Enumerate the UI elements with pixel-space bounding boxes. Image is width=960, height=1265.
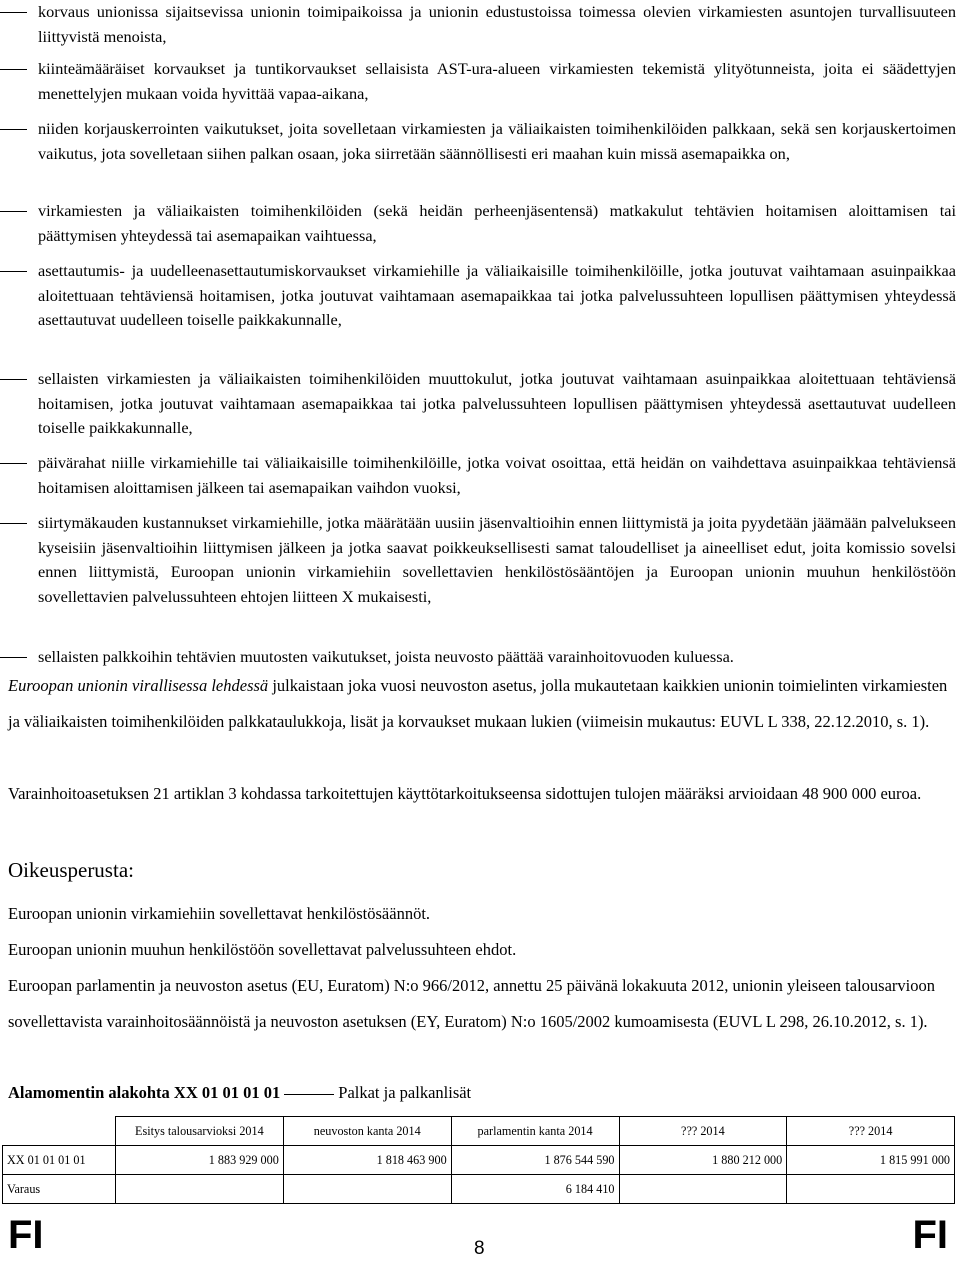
table-row — [3, 1175, 955, 1204]
table-cell — [787, 1175, 955, 1204]
bullet-text: virkamiesten ja väliaikaisten toimihenkilöiden (sekä heidän perheenjäsentensä) matkakulut tehtävien hoitamisen aloittamisen tai päättymisen yhteydessä tai asemapaikan vaihtuessa, — [38, 201, 956, 245]
bullet-text: sellaisten palkkoihin tehtävien muutosten vaikutukset, joista neuvosto päättää varainhoitovuoden kuluessa. — [38, 647, 734, 666]
table-cell: 1 818 463 900 — [283, 1146, 451, 1175]
table-cell: 1 876 544 590 — [451, 1146, 619, 1175]
footer-language-code-right: FI — [912, 1213, 948, 1257]
bullet-text: päivärahat niille virkamiehille tai väliaikaisille toimihenkilöille, jotka voivat osoittaa, että heidän on vaihdettava asuinpaikkaa tehtäviensä hoitamisen aloittamisen jälkeen tai asemapaikan vaihdon vuoksi, — [38, 453, 956, 497]
dash-bullet — [0, 271, 27, 272]
table-corner-cell — [3, 1117, 116, 1146]
table-cell: 1 815 991 000 — [787, 1146, 955, 1175]
legal-basis-item: Euroopan parlamentin ja neuvoston asetus (EU, Euratom) N:o 966/2012, annettu 25 päivänä lokakuuta 2012, unionin yleiseen talousarvioon sovellettavista varainhoitosäännöistä ja neuvoston asetuksen (EY, Euratom) N:o 1605/2002 kumoamisesta (EUVL L 298, 26.10.2012, s. 1). — [8, 976, 935, 1031]
table-header-cell: ??? 2014 — [787, 1117, 955, 1146]
bullet-item — [0, 57, 956, 106]
bullet-item — [0, 451, 956, 500]
revenue-paragraph: Varainhoitoasetuksen 21 artiklan 3 kohdassa tarkoitettujen käyttötarkoitukseensa sidottujen tulojen määräksi arvioidaan 48 900 000 euroa. — [8, 784, 922, 803]
page-number: 8 — [474, 1238, 485, 1259]
legal-basis-item: Euroopan unionin virkamiehiin sovellettavat henkilöstösäännöt. — [8, 904, 431, 923]
bullet-item — [0, 645, 956, 670]
bullet-text: korvaus unionissa sijaitsevissa unionin toimipaikoissa ja unionin edustustoissa toimessa olevien virkamiesten asuntojen turvallisuuteen liittyvistä menoista, — [38, 2, 956, 46]
dash-bullet — [0, 657, 27, 658]
budget-item-code: Alamomentin alakohta XX 01 01 01 01 — [8, 1083, 281, 1102]
dash-bullet — [0, 523, 27, 524]
table-header-cell: ??? 2014 — [619, 1117, 787, 1146]
table-cell — [115, 1175, 283, 1204]
dash-bullet — [0, 463, 27, 464]
bullet-item — [0, 117, 956, 166]
table-header-cell: parlamentin kanta 2014 — [451, 1117, 619, 1146]
dash-bullet — [0, 69, 27, 70]
heading-dash — [284, 1094, 334, 1095]
legal-basis-item: Euroopan unionin muuhun henkilöstöön sovellettavat palvelussuhteen ehdot. — [8, 940, 517, 959]
table-header-row — [3, 1117, 955, 1146]
bullet-item — [0, 367, 956, 441]
table-cell: 6 184 410 — [451, 1175, 619, 1204]
bullet-item — [0, 0, 956, 49]
table-cell: 1 883 929 000 — [115, 1146, 283, 1175]
journal-paragraph-text: julkaistaan joka vuosi neuvoston asetus, jolla mukautetaan kaikkien unionin toimielinten virkamiesten ja väliaikaisten toimihenkilöiden palkkataulukkoja, lisät ja korvaukset mukaan lukien (viimeisin mukautus: EUVL L 338, 22.12.2010, s. 1). — [8, 676, 948, 731]
table-cell: 1 880 212 000 — [619, 1146, 787, 1175]
bullet-text: asettautumis- ja uudelleenasettautumiskorvaukset virkamiehille ja väliaikaisille toimihenkilöille, jotka joutuvat vaihtamaan asuinpaikkaa aloitettuaan tehtäviensä hoitamisen, jotka joutuvat vaihtamaan asemapaikkaa tai jotka palvelussuhteen lopullisen päättymisen yhteydessä asettautuvat uudelleen toiselle paikkakunnalle, — [38, 261, 956, 330]
journal-paragraph — [8, 668, 954, 740]
bullet-item — [0, 259, 956, 333]
dash-bullet — [0, 211, 27, 212]
table-header-cell: neuvoston kanta 2014 — [283, 1117, 451, 1146]
bullet-text: sellaisten virkamiesten ja väliaikaisten toimihenkilöiden muuttokulut, jotka joutuvat vaihtamaan asuinpaikkaa aloitettuaan tehtäviensä hoitamisen, jotka joutuvat vaihtamaan asemapaikkaa tai jotka palvelussuhteen lopullisen päättymisen yhteydessä asettautuvat uudelleen toiselle paikkakunnalle, — [38, 369, 956, 438]
bullet-item — [0, 199, 956, 248]
budget-item-title: Palkat ja palkanlisät — [338, 1083, 472, 1102]
table-cell — [283, 1175, 451, 1204]
bullet-item — [0, 511, 956, 609]
budget-table — [2, 1116, 955, 1204]
bullet-text: kiinteämääräiset korvaukset ja tuntikorvaukset sellaisista AST-ura-alueen virkamiesten tekemistä ylityötunneista, joita ei säädettyjen menettelyjen mukaan voida hyvittää vapaa-aikana, — [38, 59, 956, 103]
table-row — [3, 1146, 955, 1175]
table-row-label: Varaus — [3, 1175, 116, 1204]
budget-item-heading — [8, 1080, 471, 1106]
table-row-label: XX 01 01 01 01 — [3, 1146, 116, 1175]
table-header-cell: Esitys talousarvioksi 2014 — [115, 1117, 283, 1146]
journal-title: Euroopan unionin virallisessa lehdessä — [8, 676, 269, 695]
bullet-text: siirtymäkauden kustannukset virkamiehille, jotka määrätään uusiin jäsenvaltioihin ennen liittymistä ja joita pyydetään jäämään palvelukseen kyseisiin jäsenvaltioihin liittymisen jälkeen ja jotka saavat poikkeuksellisesti samat taloudelliset ja aineelliset edut, joita komissio sovelsi ennen liittymistä, Euroopan unionin virkamiehiin sovellettavien henkilöstösääntöjen ja Euroopan unionin muuhun henkilöstöön sovellettavien palvelussuhteen ehtojen liitteen X mukaisesti, — [38, 513, 956, 606]
footer-language-code-left: FI — [8, 1213, 44, 1257]
dash-bullet — [0, 129, 27, 130]
bullet-text: niiden korjauskerrointen vaikutukset, joita sovelletaan virkamiesten ja väliaikaisten toimihenkilöiden palkkaan, sekä sen korjauskertoimen vaikutus, jota sovelletaan siihen palkan osaan, joka siirretään säännöllisesti eri maahan kuin missä asemapaikka on, — [38, 119, 956, 163]
table-cell — [619, 1175, 787, 1204]
dash-bullet — [0, 379, 27, 380]
dash-bullet — [0, 12, 27, 13]
legal-basis-heading: Oikeusperusta: — [8, 858, 134, 882]
